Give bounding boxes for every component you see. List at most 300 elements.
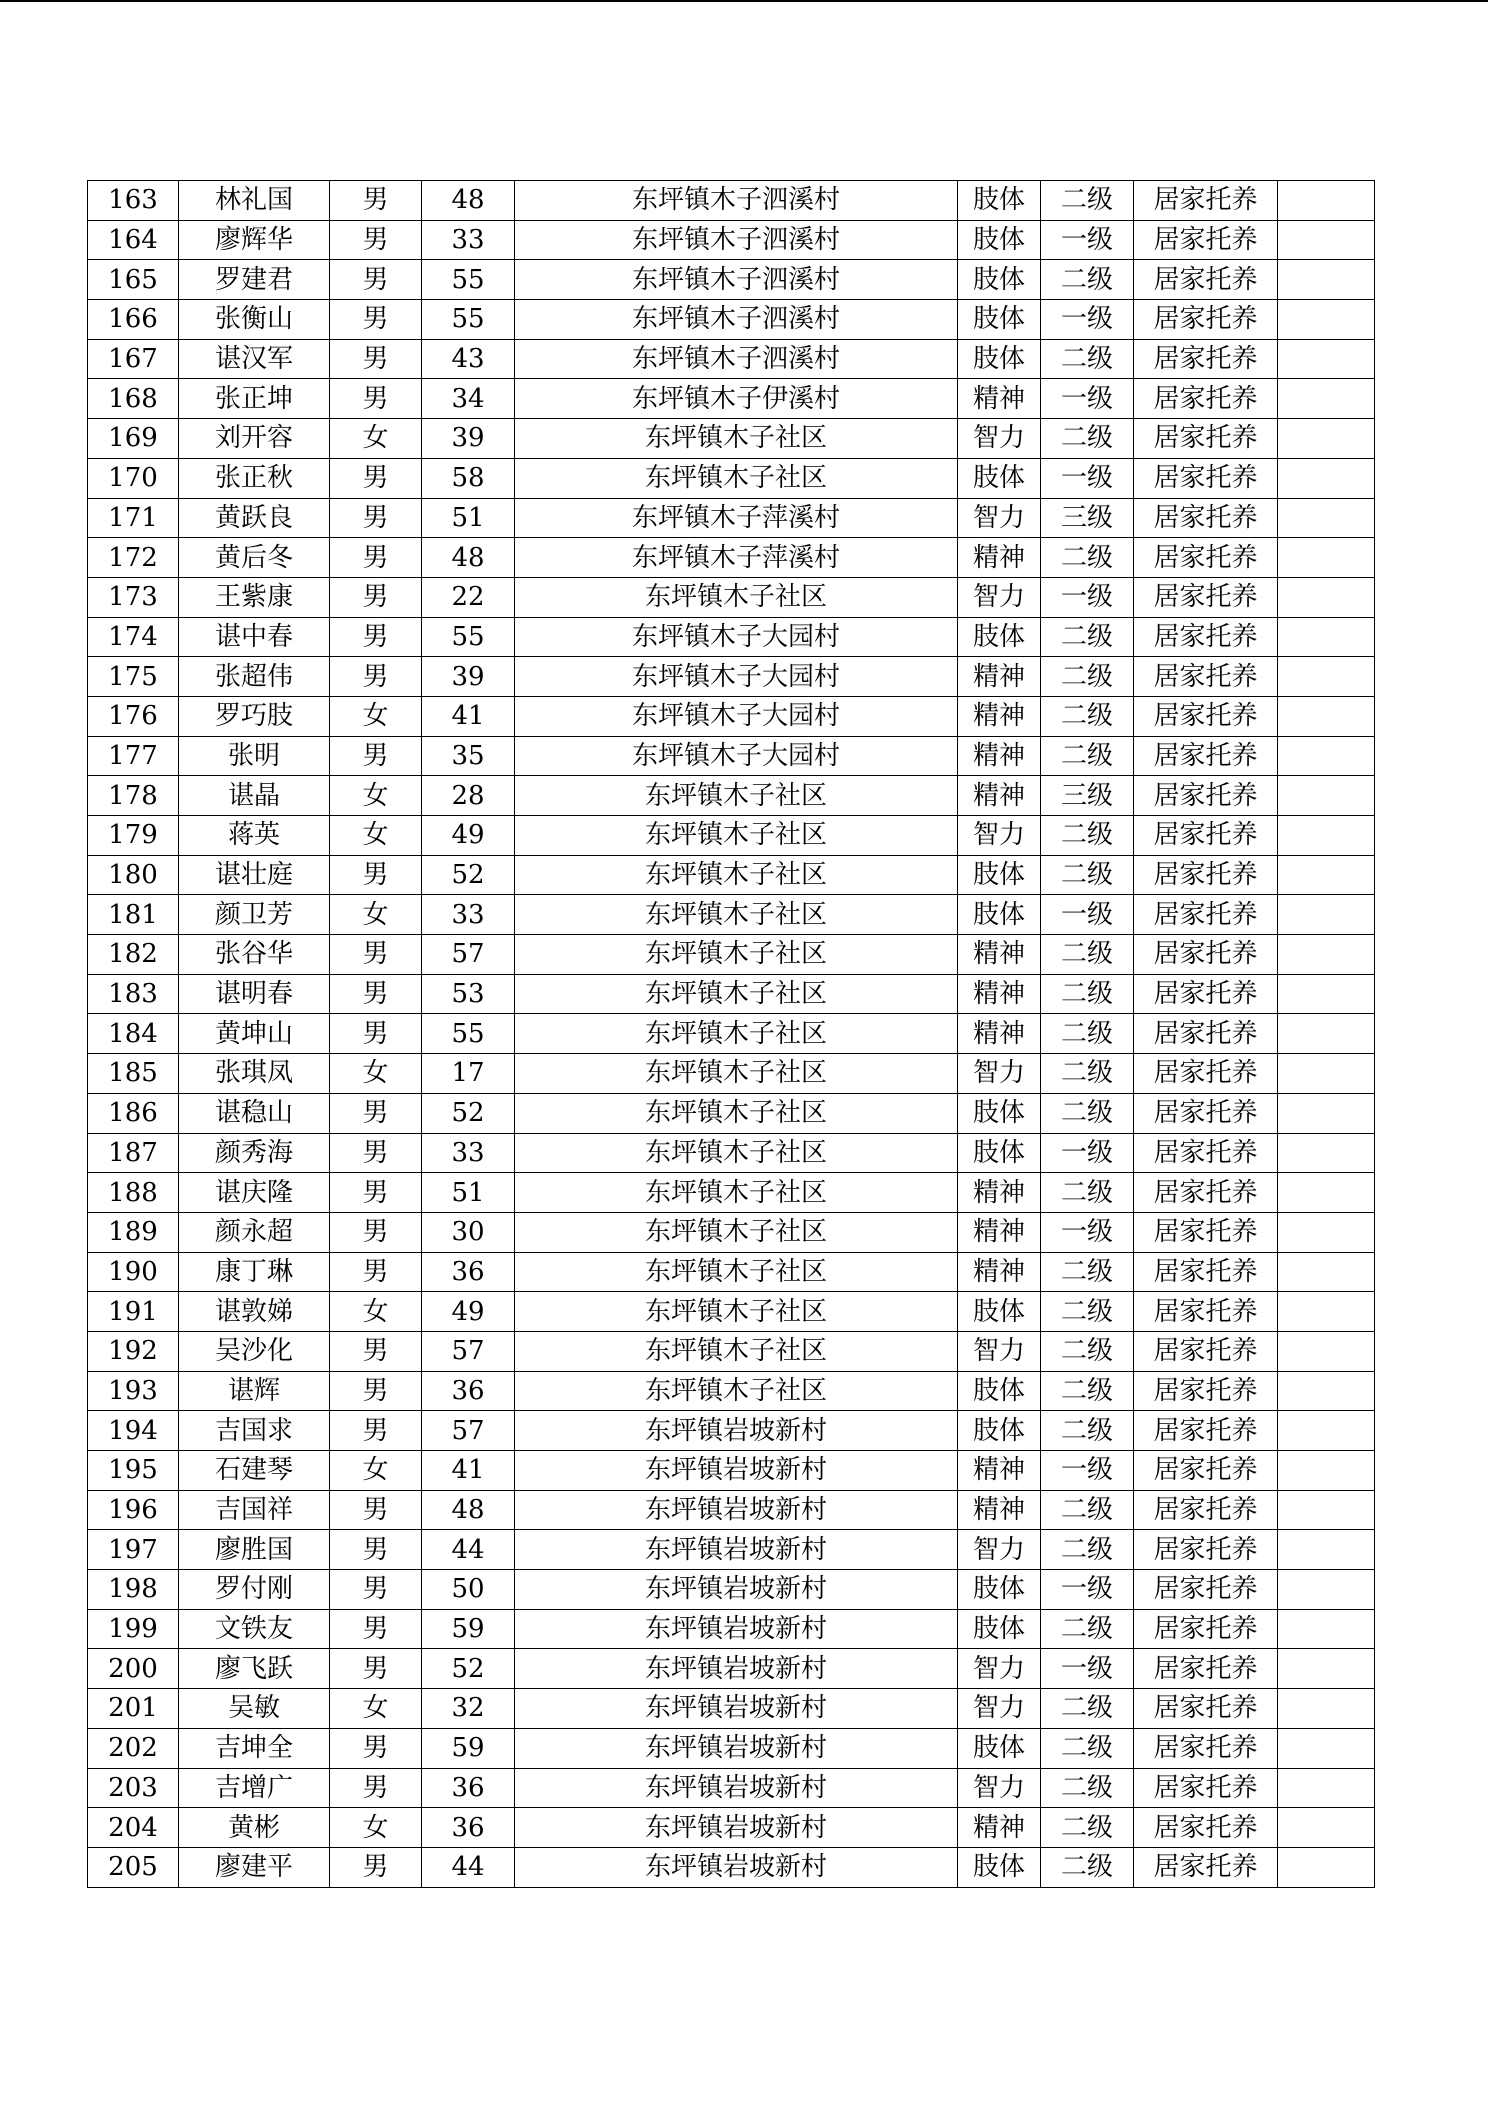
- cell-address: 东坪镇岩坡新村: [515, 1451, 958, 1491]
- cell-care-mode: 居家托养: [1134, 538, 1278, 578]
- cell-care-mode: 居家托养: [1134, 339, 1278, 379]
- cell-address: 东坪镇木子泗溪村: [515, 220, 958, 260]
- cell-care-mode: 居家托养: [1134, 1768, 1278, 1808]
- cell-care-mode: 居家托养: [1134, 220, 1278, 260]
- cell-sex: 女: [330, 1808, 422, 1848]
- cell-address: 东坪镇木子社区: [515, 1014, 958, 1054]
- cell-name: 罗建君: [179, 260, 330, 300]
- table-row: [88, 498, 1375, 538]
- cell-sex: 男: [330, 1014, 422, 1054]
- cell-number: 187: [88, 1133, 179, 1173]
- cell-age: 33: [422, 895, 515, 935]
- cell-name: 张衡山: [179, 300, 330, 340]
- cell-blank: [1278, 657, 1375, 697]
- table-row: [88, 1451, 1375, 1491]
- cell-sex: 男: [330, 1768, 422, 1808]
- cell-care-mode: 居家托养: [1134, 1530, 1278, 1570]
- cell-name: 张超伟: [179, 657, 330, 697]
- cell-disability-level: 三级: [1041, 498, 1134, 538]
- cell-disability-level: 二级: [1041, 1292, 1134, 1332]
- table-row: [88, 1411, 1375, 1451]
- cell-blank: [1278, 1689, 1375, 1729]
- roster-table: [87, 180, 1375, 1888]
- cell-disability-level: 一级: [1041, 577, 1134, 617]
- cell-address: 东坪镇木子泗溪村: [515, 181, 958, 221]
- cell-disability-type: 肢体: [958, 1847, 1041, 1887]
- table-row: [88, 1649, 1375, 1689]
- cell-name: 罗付刚: [179, 1570, 330, 1610]
- cell-age: 50: [422, 1570, 515, 1610]
- cell-care-mode: 居家托养: [1134, 1133, 1278, 1173]
- cell-address: 东坪镇木子社区: [515, 419, 958, 459]
- cell-name: 吉坤全: [179, 1728, 330, 1768]
- cell-name: 蒋英: [179, 816, 330, 856]
- cell-blank: [1278, 776, 1375, 816]
- cell-disability-level: 一级: [1041, 1451, 1134, 1491]
- cell-age: 49: [422, 1292, 515, 1332]
- cell-address: 东坪镇木子萍溪村: [515, 538, 958, 578]
- cell-age: 35: [422, 736, 515, 776]
- cell-name: 谌晶: [179, 776, 330, 816]
- cell-address: 东坪镇木子社区: [515, 1252, 958, 1292]
- cell-age: 51: [422, 1173, 515, 1213]
- cell-name: 吉增广: [179, 1768, 330, 1808]
- cell-number: 183: [88, 974, 179, 1014]
- cell-blank: [1278, 419, 1375, 459]
- cell-number: 194: [88, 1411, 179, 1451]
- cell-blank: [1278, 498, 1375, 538]
- cell-disability-type: 精神: [958, 1451, 1041, 1491]
- table-row: [88, 816, 1375, 856]
- cell-blank: [1278, 1133, 1375, 1173]
- cell-care-mode: 居家托养: [1134, 1649, 1278, 1689]
- cell-blank: [1278, 816, 1375, 856]
- cell-blank: [1278, 895, 1375, 935]
- cell-disability-level: 一级: [1041, 1649, 1134, 1689]
- cell-disability-type: 肢体: [958, 1133, 1041, 1173]
- cell-age: 57: [422, 935, 515, 975]
- cell-sex: 男: [330, 379, 422, 419]
- cell-sex: 女: [330, 419, 422, 459]
- cell-name: 康丁琳: [179, 1252, 330, 1292]
- cell-disability-level: 一级: [1041, 220, 1134, 260]
- table-row: [88, 736, 1375, 776]
- cell-number: 202: [88, 1728, 179, 1768]
- cell-care-mode: 居家托养: [1134, 1847, 1278, 1887]
- cell-care-mode: 居家托养: [1134, 379, 1278, 419]
- cell-number: 166: [88, 300, 179, 340]
- cell-sex: 女: [330, 1451, 422, 1491]
- cell-blank: [1278, 974, 1375, 1014]
- cell-sex: 男: [330, 538, 422, 578]
- cell-disability-level: 二级: [1041, 538, 1134, 578]
- table-row: [88, 1490, 1375, 1530]
- cell-blank: [1278, 617, 1375, 657]
- cell-address: 东坪镇木子社区: [515, 1292, 958, 1332]
- cell-number: 181: [88, 895, 179, 935]
- cell-blank: [1278, 1768, 1375, 1808]
- cell-address: 东坪镇木子社区: [515, 1173, 958, 1213]
- cell-address: 东坪镇木子社区: [515, 1054, 958, 1094]
- table-row: [88, 1689, 1375, 1729]
- cell-age: 52: [422, 855, 515, 895]
- cell-care-mode: 居家托养: [1134, 1014, 1278, 1054]
- cell-number: 177: [88, 736, 179, 776]
- cell-disability-level: 二级: [1041, 1808, 1134, 1848]
- cell-sex: 男: [330, 657, 422, 697]
- cell-number: 172: [88, 538, 179, 578]
- cell-address: 东坪镇岩坡新村: [515, 1490, 958, 1530]
- cell-age: 36: [422, 1371, 515, 1411]
- cell-name: 罗巧肢: [179, 696, 330, 736]
- cell-address: 东坪镇木子社区: [515, 1133, 958, 1173]
- cell-disability-type: 精神: [958, 696, 1041, 736]
- cell-address: 东坪镇木子泗溪村: [515, 260, 958, 300]
- cell-blank: [1278, 1847, 1375, 1887]
- cell-name: 刘开容: [179, 419, 330, 459]
- cell-age: 48: [422, 181, 515, 221]
- cell-age: 34: [422, 379, 515, 419]
- cell-name: 林礼国: [179, 181, 330, 221]
- cell-disability-level: 二级: [1041, 1411, 1134, 1451]
- cell-disability-level: 二级: [1041, 1768, 1134, 1808]
- cell-care-mode: 居家托养: [1134, 1371, 1278, 1411]
- cell-care-mode: 居家托养: [1134, 181, 1278, 221]
- cell-number: 205: [88, 1847, 179, 1887]
- cell-sex: 男: [330, 1252, 422, 1292]
- cell-disability-level: 二级: [1041, 419, 1134, 459]
- cell-number: 173: [88, 577, 179, 617]
- cell-address: 东坪镇木子社区: [515, 1212, 958, 1252]
- cell-number: 191: [88, 1292, 179, 1332]
- roster-table-body: [88, 181, 1375, 1888]
- cell-disability-level: 二级: [1041, 1093, 1134, 1133]
- cell-number: 192: [88, 1331, 179, 1371]
- cell-disability-level: 二级: [1041, 657, 1134, 697]
- table-row: [88, 538, 1375, 578]
- cell-disability-type: 肢体: [958, 1609, 1041, 1649]
- cell-number: 167: [88, 339, 179, 379]
- cell-age: 58: [422, 458, 515, 498]
- cell-care-mode: 居家托养: [1134, 1173, 1278, 1213]
- cell-address: 东坪镇木子伊溪村: [515, 379, 958, 419]
- cell-disability-type: 肢体: [958, 1093, 1041, 1133]
- cell-blank: [1278, 181, 1375, 221]
- cell-number: 196: [88, 1490, 179, 1530]
- cell-disability-level: 一级: [1041, 895, 1134, 935]
- table-row: [88, 577, 1375, 617]
- cell-sex: 女: [330, 776, 422, 816]
- cell-number: 203: [88, 1768, 179, 1808]
- cell-sex: 男: [330, 1411, 422, 1451]
- table-row: [88, 1728, 1375, 1768]
- cell-address: 东坪镇木子社区: [515, 816, 958, 856]
- cell-disability-type: 精神: [958, 1490, 1041, 1530]
- cell-disability-level: 二级: [1041, 1014, 1134, 1054]
- cell-name: 张正坤: [179, 379, 330, 419]
- cell-age: 48: [422, 538, 515, 578]
- cell-age: 57: [422, 1331, 515, 1371]
- cell-disability-level: 二级: [1041, 1054, 1134, 1094]
- cell-blank: [1278, 339, 1375, 379]
- cell-name: 吴沙化: [179, 1331, 330, 1371]
- cell-disability-type: 肢体: [958, 1728, 1041, 1768]
- cell-address: 东坪镇木子社区: [515, 1093, 958, 1133]
- cell-number: 189: [88, 1212, 179, 1252]
- cell-disability-type: 精神: [958, 1252, 1041, 1292]
- cell-disability-type: 精神: [958, 1173, 1041, 1213]
- cell-disability-level: 二级: [1041, 736, 1134, 776]
- cell-address: 东坪镇岩坡新村: [515, 1847, 958, 1887]
- cell-disability-level: 二级: [1041, 855, 1134, 895]
- cell-sex: 女: [330, 696, 422, 736]
- cell-blank: [1278, 1014, 1375, 1054]
- cell-care-mode: 居家托养: [1134, 1331, 1278, 1371]
- cell-blank: [1278, 1331, 1375, 1371]
- cell-age: 36: [422, 1808, 515, 1848]
- cell-blank: [1278, 577, 1375, 617]
- cell-care-mode: 居家托养: [1134, 1411, 1278, 1451]
- cell-care-mode: 居家托养: [1134, 696, 1278, 736]
- cell-age: 32: [422, 1689, 515, 1729]
- cell-number: 169: [88, 419, 179, 459]
- cell-disability-type: 肢体: [958, 220, 1041, 260]
- cell-age: 55: [422, 1014, 515, 1054]
- cell-age: 48: [422, 1490, 515, 1530]
- cell-care-mode: 居家托养: [1134, 1728, 1278, 1768]
- cell-disability-type: 肢体: [958, 1292, 1041, 1332]
- cell-sex: 男: [330, 1847, 422, 1887]
- cell-age: 39: [422, 419, 515, 459]
- cell-care-mode: 居家托养: [1134, 1054, 1278, 1094]
- cell-sex: 男: [330, 736, 422, 776]
- cell-care-mode: 居家托养: [1134, 1609, 1278, 1649]
- cell-sex: 男: [330, 1490, 422, 1530]
- cell-sex: 男: [330, 220, 422, 260]
- cell-disability-type: 精神: [958, 974, 1041, 1014]
- cell-address: 东坪镇木子社区: [515, 855, 958, 895]
- cell-disability-type: 精神: [958, 736, 1041, 776]
- cell-disability-type: 精神: [958, 1808, 1041, 1848]
- cell-name: 张谷华: [179, 935, 330, 975]
- cell-address: 东坪镇岩坡新村: [515, 1530, 958, 1570]
- cell-care-mode: 居家托养: [1134, 498, 1278, 538]
- cell-name: 谌敦娣: [179, 1292, 330, 1332]
- cell-address: 东坪镇木子社区: [515, 1331, 958, 1371]
- table-row: [88, 617, 1375, 657]
- cell-number: 170: [88, 458, 179, 498]
- cell-name: 王紫康: [179, 577, 330, 617]
- cell-care-mode: 居家托养: [1134, 617, 1278, 657]
- cell-age: 44: [422, 1847, 515, 1887]
- table-row: [88, 1530, 1375, 1570]
- cell-age: 17: [422, 1054, 515, 1094]
- cell-sex: 男: [330, 1093, 422, 1133]
- cell-disability-level: 一级: [1041, 300, 1134, 340]
- cell-sex: 男: [330, 577, 422, 617]
- cell-disability-level: 二级: [1041, 1173, 1134, 1213]
- cell-care-mode: 居家托养: [1134, 935, 1278, 975]
- cell-disability-type: 肢体: [958, 1570, 1041, 1610]
- cell-disability-type: 精神: [958, 657, 1041, 697]
- cell-age: 43: [422, 339, 515, 379]
- cell-sex: 男: [330, 260, 422, 300]
- table-row: [88, 300, 1375, 340]
- cell-age: 33: [422, 220, 515, 260]
- cell-care-mode: 居家托养: [1134, 300, 1278, 340]
- cell-care-mode: 居家托养: [1134, 1252, 1278, 1292]
- cell-disability-type: 肢体: [958, 260, 1041, 300]
- cell-blank: [1278, 696, 1375, 736]
- cell-disability-type: 智力: [958, 1530, 1041, 1570]
- cell-number: 184: [88, 1014, 179, 1054]
- cell-sex: 男: [330, 181, 422, 221]
- cell-disability-type: 肢体: [958, 300, 1041, 340]
- table-row: [88, 220, 1375, 260]
- cell-sex: 女: [330, 1689, 422, 1729]
- cell-address: 东坪镇岩坡新村: [515, 1649, 958, 1689]
- cell-name: 黄跃良: [179, 498, 330, 538]
- cell-age: 52: [422, 1649, 515, 1689]
- cell-age: 55: [422, 260, 515, 300]
- cell-sex: 男: [330, 974, 422, 1014]
- cell-name: 张明: [179, 736, 330, 776]
- cell-care-mode: 居家托养: [1134, 855, 1278, 895]
- cell-address: 东坪镇木子社区: [515, 776, 958, 816]
- cell-care-mode: 居家托养: [1134, 895, 1278, 935]
- cell-name: 吉国祥: [179, 1490, 330, 1530]
- cell-number: 165: [88, 260, 179, 300]
- cell-name: 谌庆隆: [179, 1173, 330, 1213]
- cell-number: 198: [88, 1570, 179, 1610]
- cell-address: 东坪镇木子大园村: [515, 617, 958, 657]
- table-row: [88, 1768, 1375, 1808]
- cell-address: 东坪镇木子社区: [515, 974, 958, 1014]
- cell-disability-level: 二级: [1041, 1490, 1134, 1530]
- cell-address: 东坪镇岩坡新村: [515, 1570, 958, 1610]
- cell-disability-type: 智力: [958, 577, 1041, 617]
- cell-name: 廖飞跃: [179, 1649, 330, 1689]
- cell-name: 廖胜国: [179, 1530, 330, 1570]
- cell-address: 东坪镇木子大园村: [515, 657, 958, 697]
- cell-blank: [1278, 1570, 1375, 1610]
- cell-name: 谌中春: [179, 617, 330, 657]
- cell-sex: 女: [330, 1292, 422, 1332]
- cell-disability-type: 精神: [958, 538, 1041, 578]
- cell-address: 东坪镇木子萍溪村: [515, 498, 958, 538]
- cell-sex: 女: [330, 895, 422, 935]
- cell-number: 188: [88, 1173, 179, 1213]
- cell-sex: 男: [330, 1212, 422, 1252]
- table-row: [88, 458, 1375, 498]
- cell-blank: [1278, 1212, 1375, 1252]
- cell-number: 176: [88, 696, 179, 736]
- cell-care-mode: 居家托养: [1134, 816, 1278, 856]
- cell-address: 东坪镇木子泗溪村: [515, 339, 958, 379]
- cell-address: 东坪镇木子社区: [515, 1371, 958, 1411]
- cell-care-mode: 居家托养: [1134, 776, 1278, 816]
- cell-care-mode: 居家托养: [1134, 736, 1278, 776]
- cell-number: 178: [88, 776, 179, 816]
- cell-disability-type: 智力: [958, 1054, 1041, 1094]
- cell-address: 东坪镇木子泗溪村: [515, 300, 958, 340]
- table-row: [88, 935, 1375, 975]
- table-row: [88, 1133, 1375, 1173]
- cell-age: 51: [422, 498, 515, 538]
- table-row: [88, 1014, 1375, 1054]
- cell-disability-level: 二级: [1041, 181, 1134, 221]
- table-row: [88, 1808, 1375, 1848]
- cell-blank: [1278, 379, 1375, 419]
- cell-blank: [1278, 458, 1375, 498]
- cell-age: 41: [422, 1451, 515, 1491]
- cell-care-mode: 居家托养: [1134, 1451, 1278, 1491]
- cell-address: 东坪镇木子社区: [515, 935, 958, 975]
- cell-number: 199: [88, 1609, 179, 1649]
- cell-care-mode: 居家托养: [1134, 1490, 1278, 1530]
- cell-age: 59: [422, 1728, 515, 1768]
- cell-sex: 男: [330, 1133, 422, 1173]
- table-row: [88, 1609, 1375, 1649]
- table-row: [88, 339, 1375, 379]
- cell-blank: [1278, 1490, 1375, 1530]
- cell-disability-level: 一级: [1041, 1212, 1134, 1252]
- cell-disability-type: 智力: [958, 1649, 1041, 1689]
- cell-care-mode: 居家托养: [1134, 974, 1278, 1014]
- cell-sex: 男: [330, 1570, 422, 1610]
- cell-blank: [1278, 1530, 1375, 1570]
- cell-disability-type: 肢体: [958, 617, 1041, 657]
- cell-blank: [1278, 1054, 1375, 1094]
- cell-disability-level: 二级: [1041, 617, 1134, 657]
- cell-disability-type: 精神: [958, 935, 1041, 975]
- cell-blank: [1278, 220, 1375, 260]
- cell-name: 谌辉: [179, 1371, 330, 1411]
- cell-number: 175: [88, 657, 179, 697]
- table-row: [88, 657, 1375, 697]
- cell-age: 39: [422, 657, 515, 697]
- cell-sex: 男: [330, 1530, 422, 1570]
- cell-name: 颜永超: [179, 1212, 330, 1252]
- cell-age: 59: [422, 1609, 515, 1649]
- cell-care-mode: 居家托养: [1134, 419, 1278, 459]
- cell-number: 204: [88, 1808, 179, 1848]
- cell-number: 180: [88, 855, 179, 895]
- cell-blank: [1278, 1371, 1375, 1411]
- table-row: [88, 1212, 1375, 1252]
- cell-disability-level: 二级: [1041, 1371, 1134, 1411]
- table-row: [88, 260, 1375, 300]
- cell-address: 东坪镇岩坡新村: [515, 1411, 958, 1451]
- cell-blank: [1278, 736, 1375, 776]
- cell-disability-level: 二级: [1041, 1689, 1134, 1729]
- cell-blank: [1278, 1252, 1375, 1292]
- cell-sex: 男: [330, 1609, 422, 1649]
- cell-disability-level: 二级: [1041, 1609, 1134, 1649]
- cell-sex: 男: [330, 339, 422, 379]
- cell-address: 东坪镇木子社区: [515, 577, 958, 617]
- cell-number: 168: [88, 379, 179, 419]
- cell-disability-type: 智力: [958, 1331, 1041, 1371]
- table-row: [88, 1093, 1375, 1133]
- cell-address: 东坪镇岩坡新村: [515, 1768, 958, 1808]
- cell-disability-type: 智力: [958, 1768, 1041, 1808]
- cell-disability-level: 二级: [1041, 1252, 1134, 1292]
- cell-blank: [1278, 300, 1375, 340]
- cell-address: 东坪镇木子社区: [515, 895, 958, 935]
- cell-name: 廖辉华: [179, 220, 330, 260]
- cell-blank: [1278, 1451, 1375, 1491]
